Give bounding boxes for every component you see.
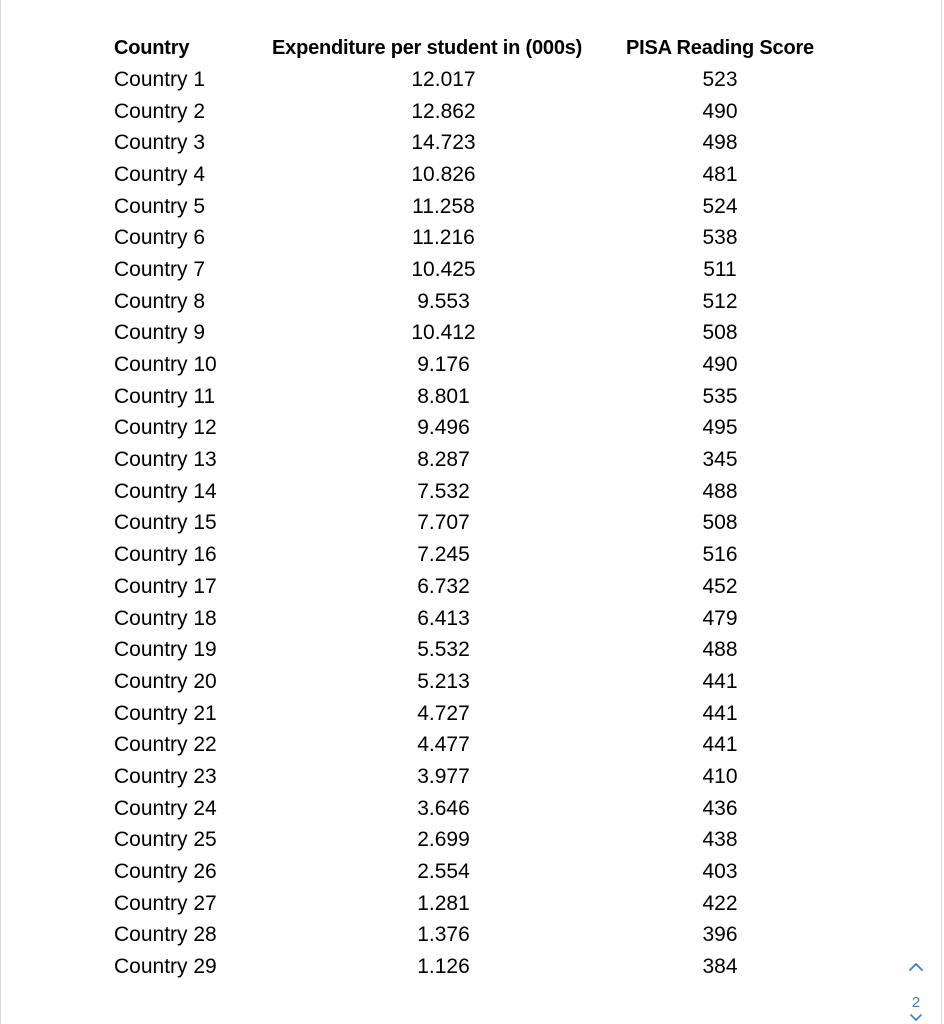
cell-pisa-score: 345: [702, 448, 738, 472]
table-row: [112, 286, 823, 318]
table-row: [112, 127, 823, 159]
cell-country: Country 19: [114, 638, 217, 662]
cell-country: Country 23: [114, 764, 217, 788]
cell-pisa-score: 488: [702, 479, 738, 503]
table-row: [112, 539, 823, 571]
cell-country: Country 8: [114, 289, 206, 313]
cell-expenditure: 3.646: [417, 796, 470, 820]
table-row: [112, 920, 823, 952]
table-row: [112, 444, 823, 476]
cell-expenditure: 7.707: [417, 511, 470, 535]
page-navigator: [902, 955, 930, 1023]
cell-pisa-score: 488: [702, 638, 738, 662]
cell-country: Country 6: [114, 226, 206, 250]
cell-pisa-score: 481: [702, 162, 738, 186]
cell-pisa-score: 436: [702, 796, 738, 820]
cell-country: Country 24: [114, 796, 217, 820]
cell-country: Country 2: [114, 99, 206, 123]
cell-country: Country 28: [114, 923, 217, 947]
table-row: [112, 793, 823, 825]
table-row: [112, 951, 823, 983]
cell-pisa-score: 535: [702, 384, 738, 408]
cell-pisa-score: 384: [702, 955, 738, 979]
table-row: [112, 254, 823, 286]
cell-expenditure: 2.554: [417, 860, 470, 884]
header-pisa-score: PISA Reading Score: [626, 37, 814, 59]
cell-country: Country 1: [114, 67, 206, 91]
cell-expenditure: 10.826: [411, 162, 476, 186]
cell-country: Country 17: [114, 574, 217, 598]
cell-expenditure: 5.213: [417, 669, 470, 693]
table-row: [112, 159, 823, 191]
cell-country: Country 4: [114, 162, 206, 186]
cell-expenditure: 4.727: [417, 701, 470, 725]
table-row: [112, 191, 823, 223]
cell-expenditure: 12.862: [411, 99, 476, 123]
cell-country: Country 20: [114, 669, 217, 693]
cell-expenditure: 4.477: [417, 733, 470, 757]
cell-country: Country 7: [114, 257, 206, 281]
cell-pisa-score: 396: [702, 923, 738, 947]
table-row: [112, 349, 823, 381]
table-row: [112, 571, 823, 603]
data-table: [112, 33, 823, 983]
table-row: [112, 634, 823, 666]
cell-expenditure: 14.723: [411, 131, 476, 155]
table-row: [112, 476, 823, 508]
cell-pisa-score: 438: [702, 828, 738, 852]
chevron-up-icon[interactable]: [902, 955, 930, 977]
cell-country: Country 10: [114, 353, 217, 377]
table-row: [112, 729, 823, 761]
cell-pisa-score: 516: [702, 543, 738, 567]
cell-expenditure: 9.496: [417, 416, 470, 440]
cell-country: Country 15: [114, 511, 217, 535]
table-row: [112, 413, 823, 445]
cell-country: Country 18: [114, 606, 217, 630]
table-row: [112, 825, 823, 857]
table-row: [112, 508, 823, 540]
cell-expenditure: 1.126: [417, 955, 470, 979]
cell-pisa-score: 410: [702, 764, 738, 788]
cell-pisa-score: 508: [702, 511, 738, 535]
header-country: Country: [114, 37, 190, 59]
cell-pisa-score: 538: [702, 226, 738, 250]
cell-pisa-score: 498: [702, 131, 738, 155]
cell-country: Country 11: [114, 384, 216, 408]
table-row: [112, 603, 823, 635]
cell-country: Country 13: [114, 448, 217, 472]
cell-country: Country 26: [114, 860, 217, 884]
cell-pisa-score: 495: [702, 416, 738, 440]
cell-expenditure: 6.732: [417, 574, 470, 598]
cell-expenditure: 7.532: [417, 479, 470, 503]
table-row: [112, 381, 823, 413]
chevron-down-icon[interactable]: [902, 1011, 930, 1023]
table-row: [112, 698, 823, 730]
cell-expenditure: 6.413: [417, 606, 470, 630]
cell-expenditure: 9.553: [417, 289, 470, 313]
cell-pisa-score: 441: [702, 669, 738, 693]
header-expenditure: Expenditure per student in (000s): [272, 37, 583, 59]
table-row: [112, 64, 823, 96]
cell-expenditure: 12.017: [411, 67, 476, 91]
cell-country: Country 9: [114, 321, 206, 345]
cell-expenditure: 2.699: [417, 828, 470, 852]
cell-country: Country 22: [114, 733, 217, 757]
cell-expenditure: 8.287: [417, 448, 470, 472]
cell-country: Country 27: [114, 891, 217, 915]
table-row: [112, 888, 823, 920]
cell-pisa-score: 452: [702, 574, 738, 598]
cell-pisa-score: 403: [702, 860, 738, 884]
table-row: [112, 761, 823, 793]
table-row: [112, 666, 823, 698]
cell-pisa-score: 422: [702, 891, 738, 915]
cell-expenditure: 5.532: [417, 638, 470, 662]
table-row: [112, 856, 823, 888]
cell-country: Country 3: [114, 131, 206, 155]
cell-pisa-score: 524: [702, 194, 738, 218]
cell-country: Country 12: [114, 416, 217, 440]
cell-pisa-score: 441: [702, 733, 738, 757]
cell-country: Country 14: [114, 479, 217, 503]
cell-expenditure: 8.801: [417, 384, 470, 408]
cell-expenditure: 7.245: [417, 543, 470, 567]
cell-country: Country 5: [114, 194, 206, 218]
cell-expenditure: 10.412: [411, 321, 476, 345]
table-header-row: [112, 33, 823, 64]
cell-pisa-score: 490: [702, 99, 738, 123]
cell-expenditure: 3.977: [417, 764, 470, 788]
cell-pisa-score: 441: [702, 701, 738, 725]
cell-pisa-score: 508: [702, 321, 738, 345]
cell-pisa-score: 512: [702, 289, 738, 313]
cell-expenditure: 1.376: [417, 923, 470, 947]
cell-country: Country 16: [114, 543, 217, 567]
cell-pisa-score: 479: [702, 606, 738, 630]
cell-expenditure: 11.216: [412, 226, 475, 250]
cell-pisa-score: 511: [703, 257, 737, 281]
cell-country: Country 29: [114, 955, 217, 979]
cell-pisa-score: 523: [702, 67, 738, 91]
cell-expenditure: 10.425: [411, 257, 476, 281]
table-row: [112, 96, 823, 128]
cell-country: Country 21: [114, 701, 217, 725]
table-row: [112, 318, 823, 350]
cell-expenditure: 9.176: [417, 353, 470, 377]
table-row: [112, 222, 823, 254]
cell-expenditure: 11.258: [412, 194, 475, 218]
page-number: 2: [911, 994, 921, 1011]
cell-pisa-score: 490: [702, 353, 738, 377]
table-body: [112, 64, 823, 983]
cell-expenditure: 1.281: [417, 891, 470, 915]
cell-country: Country 25: [114, 828, 217, 852]
